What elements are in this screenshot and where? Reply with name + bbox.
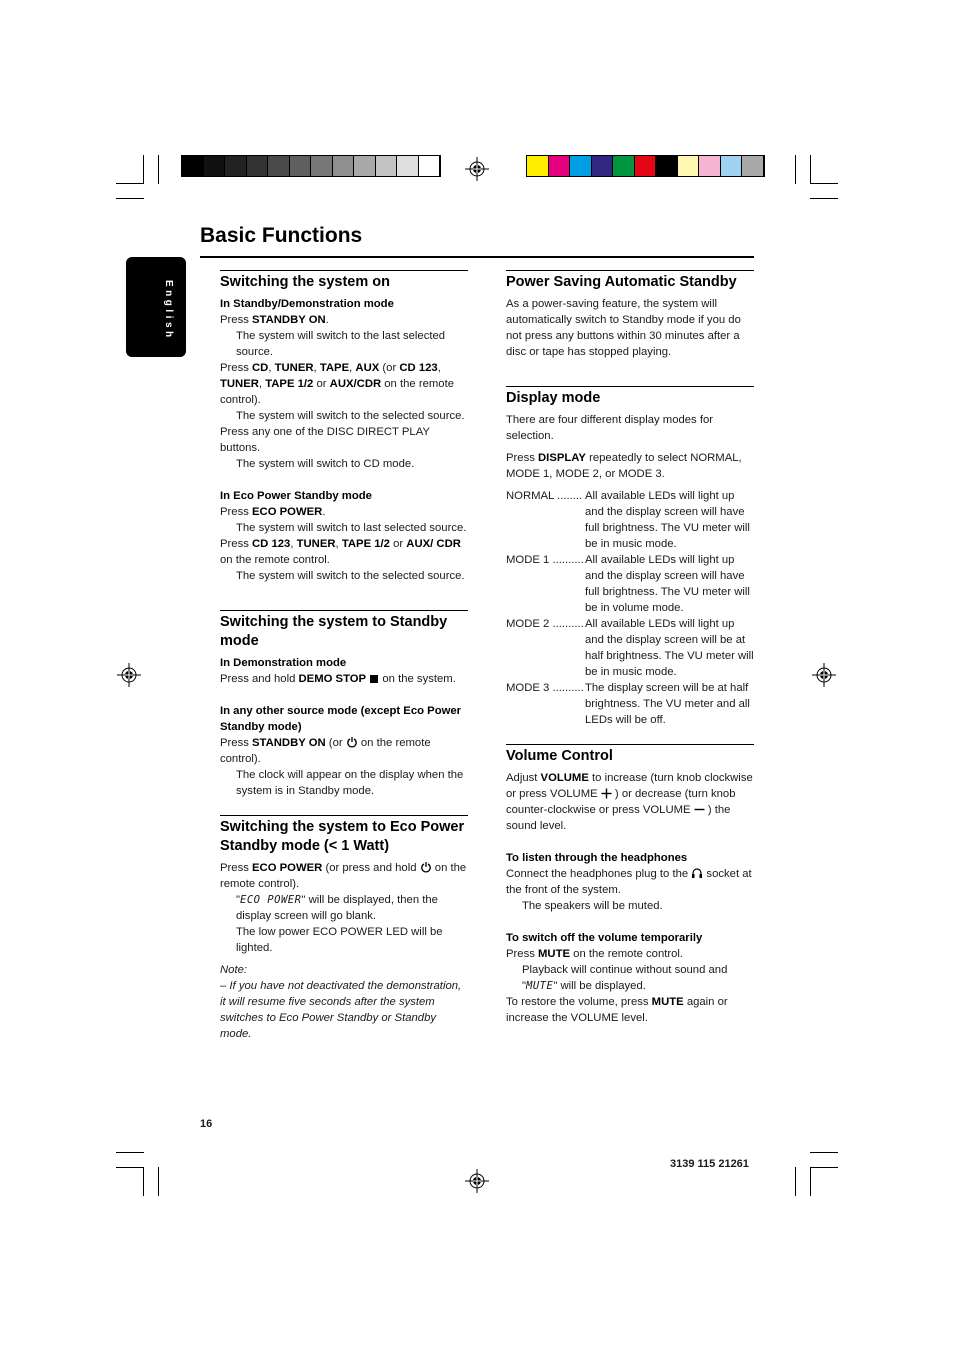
section-heading: Volume Control [506, 748, 613, 764]
plus-icon [601, 788, 612, 799]
grey-swatch [397, 156, 419, 176]
instruction-text: Press STANDBY ON. [220, 314, 329, 326]
grey-swatch [204, 156, 226, 176]
instruction-text: Connect the headphones plug to the socket at the front of the system. [506, 868, 752, 896]
crop-mark [158, 155, 159, 184]
crop-mark [810, 1152, 838, 1153]
crop-mark [810, 183, 838, 184]
color-swatch [613, 156, 635, 176]
crop-mark [810, 155, 811, 184]
headphones-icon [691, 867, 703, 879]
instruction-text: Press ECO POWER. [220, 506, 326, 518]
result-text: Playback will continue without sound and "MUTE" will be displayed. [522, 964, 728, 992]
body-text: There are four different display modes for selection. [506, 414, 714, 442]
display-mode-item: MODE 1 .......... All available LEDs will light up and the display screen will have full brightness. The VU meter will be in volume mode. [506, 554, 750, 614]
color-swatch [570, 156, 592, 176]
grey-swatch [354, 156, 376, 176]
subheading: To listen through the headphones [506, 852, 688, 864]
language-tab-label: English [163, 280, 174, 341]
crop-mark [116, 198, 144, 199]
result-text: "ECO POWER" will be displayed, then the display screen will go blank. [236, 894, 438, 922]
color-swatch [592, 156, 614, 176]
color-swatch [527, 156, 549, 176]
registration-mark-icon [117, 663, 141, 687]
registration-mark-icon [465, 157, 489, 181]
section-rule [506, 386, 754, 387]
result-text: The system will switch to the last selected source. [236, 330, 446, 358]
result-text: The system will switch to last selected source. [236, 522, 467, 534]
subheading: In Standby/Demonstration mode [220, 298, 394, 310]
minus-icon [694, 804, 705, 815]
right-column [506, 270, 754, 1026]
crop-mark [116, 1167, 144, 1168]
power-icon [346, 736, 358, 748]
color-swatch [549, 156, 571, 176]
crop-mark [143, 1167, 144, 1196]
instruction-text: Press any one of the DISC DIRECT PLAY buttons. [220, 426, 430, 454]
instruction-text: Press STANDBY ON (or on the remote control). [220, 737, 431, 765]
subheading: To switch off the volume temporarily [506, 932, 703, 944]
color-swatch [656, 156, 678, 176]
result-text: The system will switch to the selected source. [236, 570, 465, 582]
result-text: The clock will appear on the display when the system is in Standby mode. [236, 769, 464, 797]
crop-mark [810, 198, 838, 199]
display-mode-item: NORMAL ........ All available LEDs will light up and the display screen will have full brightness. The VU meter will be in music mode. [506, 490, 750, 550]
color-swatch [721, 156, 743, 176]
crop-mark [810, 1167, 838, 1168]
crop-mark [795, 1167, 796, 1196]
page-number: 16 [200, 1118, 213, 1130]
grey-swatch [268, 156, 290, 176]
power-icon [420, 861, 432, 873]
color-swatch [699, 156, 721, 176]
note-text: – If you have not deactivated the demonstration, it will resume five seconds after the system switches to Eco Power Standby or Standby mode. [220, 980, 462, 1040]
section-rule [506, 744, 754, 745]
grey-swatch [419, 156, 441, 176]
display-mode-item: MODE 2 .......... All available LEDs will light up and the display screen will be at half brightness. The VU meter will be in music mode. [506, 618, 754, 678]
instruction-text: Press CD 123, TUNER, TAPE 1/2 or AUX/ CDR on the remote control. [220, 538, 461, 566]
section-rule [220, 270, 468, 271]
grey-swatch [182, 156, 204, 176]
section-heading: Switching the system to Standby mode [220, 614, 448, 649]
title-rule [200, 256, 754, 258]
instruction-text: Press MUTE on the remote control. [506, 948, 684, 960]
grey-swatch [376, 156, 398, 176]
left-column [220, 270, 468, 1042]
grey-swatch [290, 156, 312, 176]
display-mode-item: MODE 3 .......... The display screen will be at half brightness. The VU meter and all LEDs will be off. [506, 682, 750, 726]
section-rule [220, 815, 468, 816]
color-calibration-strip [526, 155, 765, 177]
crop-mark [116, 1152, 144, 1153]
result-text: The system will switch to CD mode. [236, 458, 415, 470]
instruction-text: Press DISPLAY repeatedly to select NORMAL, MODE 1, MODE 2, or MODE 3. [506, 452, 742, 480]
color-swatch [742, 156, 764, 176]
instruction-text: Press and hold DEMO STOP on the system. [220, 673, 456, 685]
note-label: Note: [220, 964, 248, 976]
crop-mark [810, 1167, 811, 1196]
color-swatch [678, 156, 700, 176]
instruction-text: Press ECO POWER (or press and hold on the remote control). [220, 862, 467, 890]
section-heading: Display mode [506, 390, 601, 406]
instruction-text: Adjust VOLUME to increase (turn knob clockwise or press VOLUME ) or decrease (turn knob counter-clockwise or press VOLUME ) the sound level. [506, 772, 753, 832]
language-tab [126, 257, 186, 357]
stop-icon [369, 674, 379, 684]
body-text: As a power-saving feature, the system will automatically switch to Standby mode if you do not press any buttons within 30 minutes after a disc or tape has stopped playing. [506, 298, 741, 358]
grey-swatch [311, 156, 333, 176]
result-text: The low power ECO POWER LED will be lighted. [236, 926, 443, 954]
section-rule [506, 270, 754, 271]
grey-swatch [333, 156, 355, 176]
section-heading: Power Saving Automatic Standby [506, 274, 737, 290]
subheading: In Eco Power Standby mode [220, 490, 372, 502]
color-swatch [635, 156, 657, 176]
section-heading: Switching the system to Eco Power Standby mode (< 1 Watt) [220, 819, 465, 854]
instruction-text: To restore the volume, press MUTE again or increase the VOLUME level. [506, 996, 728, 1024]
section-rule [220, 610, 468, 611]
registration-mark-icon [465, 1169, 489, 1193]
crop-mark [116, 183, 144, 184]
crop-mark [143, 155, 144, 184]
crop-mark [795, 155, 796, 184]
subheading: In any other source mode (except Eco Power Standby mode) [220, 705, 462, 733]
grey-swatch [225, 156, 247, 176]
grey-calibration-strip [181, 155, 441, 177]
section-heading: Switching the system on [220, 274, 390, 290]
registration-mark-icon [812, 663, 836, 687]
page-title: Basic Functions [200, 224, 363, 247]
result-text: The system will switch to the selected source. [236, 410, 465, 422]
crop-mark [158, 1167, 159, 1196]
subheading: In Demonstration mode [220, 657, 347, 669]
instruction-text: Press CD, TUNER, TAPE, AUX (or CD 123, TUNER, TAPE 1/2 or AUX/CDR on the remote control). [220, 362, 454, 406]
result-text: The speakers will be muted. [522, 900, 663, 912]
document-code: 3139 115 21261 [670, 1158, 749, 1170]
grey-swatch [247, 156, 269, 176]
